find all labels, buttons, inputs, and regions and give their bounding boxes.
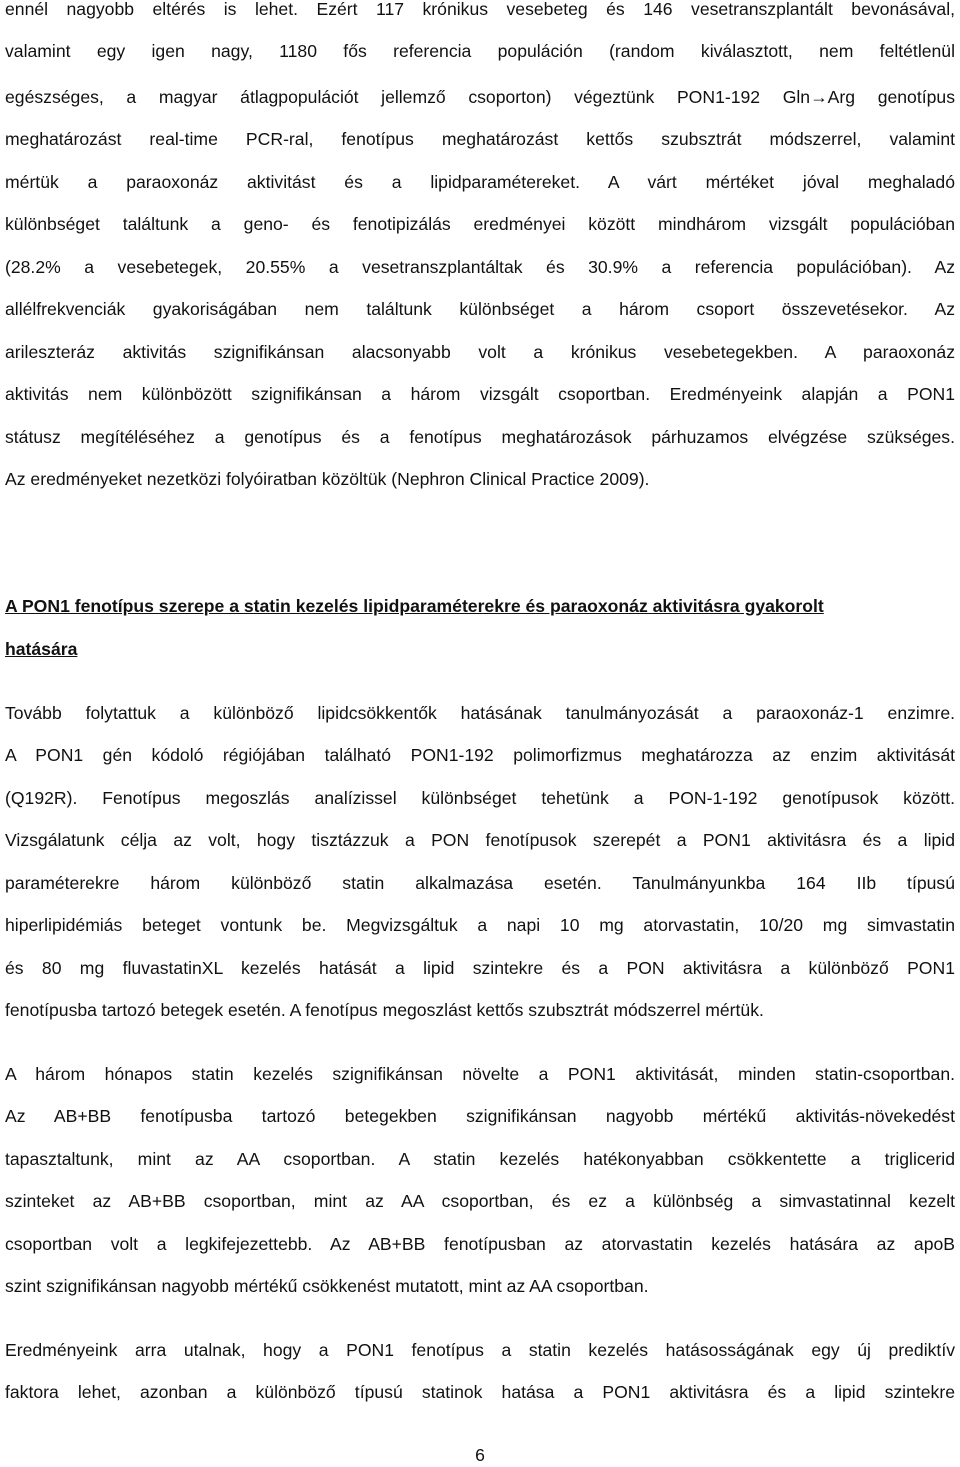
text-line: szinteket az AB+BB csoportban, mint az AA csoportban, és ez a különbség a simvastatinnal kezelt [5,1191,955,1211]
text-line: paraméterekre három különböző statin alkalmazása esetén. Tanulmányunkba 164 IIb típusú [5,873,955,893]
text-line: Az eredményeket nezetközi folyóiratban közöltük (Nephron Clinical Practice 2009). [5,469,650,489]
text-line: Tovább folytattuk a különböző lipidcsökkentők hatásának tanulmányozását a paraoxonáz-1 enzimre. [5,703,955,723]
text-line: Eredményeink arra utalnak, hogy a PON1 fenotípus a statin kezelés hatásosságának egy új prediktív [5,1340,955,1360]
text-line: arileszteráz aktivitás szignifikánsan alacsonyabb volt a krónikus vesebetegekben. A paraoxonáz [5,342,955,362]
text-line: A három hónapos statin kezelés szignifikánsan növelte a PON1 aktivitását, minden statin-csoportban. [5,1064,955,1084]
section-heading-line: hatására [5,639,78,659]
text-line: szint szignifikánsan nagyobb mértékű csökkenést mutatott, mint az AA csoportban. [5,1276,649,1296]
text-line: (Q192R). Fenotípus megoszlás analízissel különbséget tehetünk a PON-1-192 genotípusok között. [5,788,955,808]
text-line: Vizsgálatunk célja az volt, hogy tisztázzuk a PON fenotípusok szerepét a PON1 aktivitásra és a lipid [5,830,955,850]
text-line: egészséges, a magyar átlagpopulációt jellemző csoporton) végeztünk PON1-192 Gln→Arg genotípus [5,87,955,107]
text-line: hiperlipidémiás beteget vontunk be. Megvizsgáltuk a napi 10 mg atorvastatin, 10/20 mg simvastatin [5,915,955,935]
text-line: meghatározást real-time PCR-ral, fenotípus meghatározást kettős szubsztrát módszerrel, valamint [5,129,955,149]
text-line: faktora lehet, azonban a különböző típusú statinok hatása a PON1 aktivitásra és a lipid szintekre [5,1382,955,1402]
text-line: ennél nagyobb eltérés is lehet. Ezért 117 krónikus vesebeteg és 146 vesetranszplantált bevonásával, [5,0,955,19]
section-heading-line: A PON1 fenotípus szerepe a statin kezelés lipidparaméterekre és paraoxonáz aktivitásra gyakorolt [5,596,824,616]
text-line: különbséget találtunk a geno- és fenotipizálás eredményei között mindhárom vizsgált populációban [5,214,955,234]
text-line: allélfrekvenciák gyakoriságában nem találtunk különbséget a három csoport összevetésekor. Az [5,299,955,319]
text-line: A PON1 gén kódoló régiójában található PON1-192 polimorfizmus meghatározza az enzim aktivitását [5,745,955,765]
page-number: 6 [475,1445,485,1465]
text-line: mértük a paraoxonáz aktivitást és a lipidparamétereket. A várt mértéket jóval meghaladó [5,172,955,192]
text-line: csoportban volt a legkifejezettebb. Az AB+BB fenotípusban az atorvastatin kezelés hatására az apoB [5,1234,955,1254]
text-line: valamint egy igen nagy, 1180 fős referencia populáción (random kiválasztott, nem feltétlenül [5,41,955,61]
text-line: státusz megítéléséhez a genotípus és a fenotípus meghatározások párhuzamos elvégzése szükséges. [5,427,955,447]
text-line: és 80 mg fluvastatinXL kezelés hatását a lipid szintekre és a PON aktivitásra a különböző PON1 [5,958,955,978]
text-line: aktivitás nem különbözött szignifikánsan a három vizsgált csoportban. Eredményeink alapján a PON1 [5,384,955,404]
text-line: Az AB+BB fenotípusba tartozó betegekben szignifikánsan nagyobb mértékű aktivitás-növekedést [5,1106,955,1126]
text-line: (28.2% a vesebetegek, 20.55% a vesetranszplantáltak és 30.9% a referencia populációban). Az [5,257,955,277]
text-line: fenotípusba tartozó betegek esetén. A fenotípus megoszlást kettős szubsztrát módszerrel mértük. [5,1000,764,1020]
text-line: tapasztaltunk, mint az AA csoportban. A statin kezelés hatékonyabban csökkentette a triglicerid [5,1149,955,1169]
